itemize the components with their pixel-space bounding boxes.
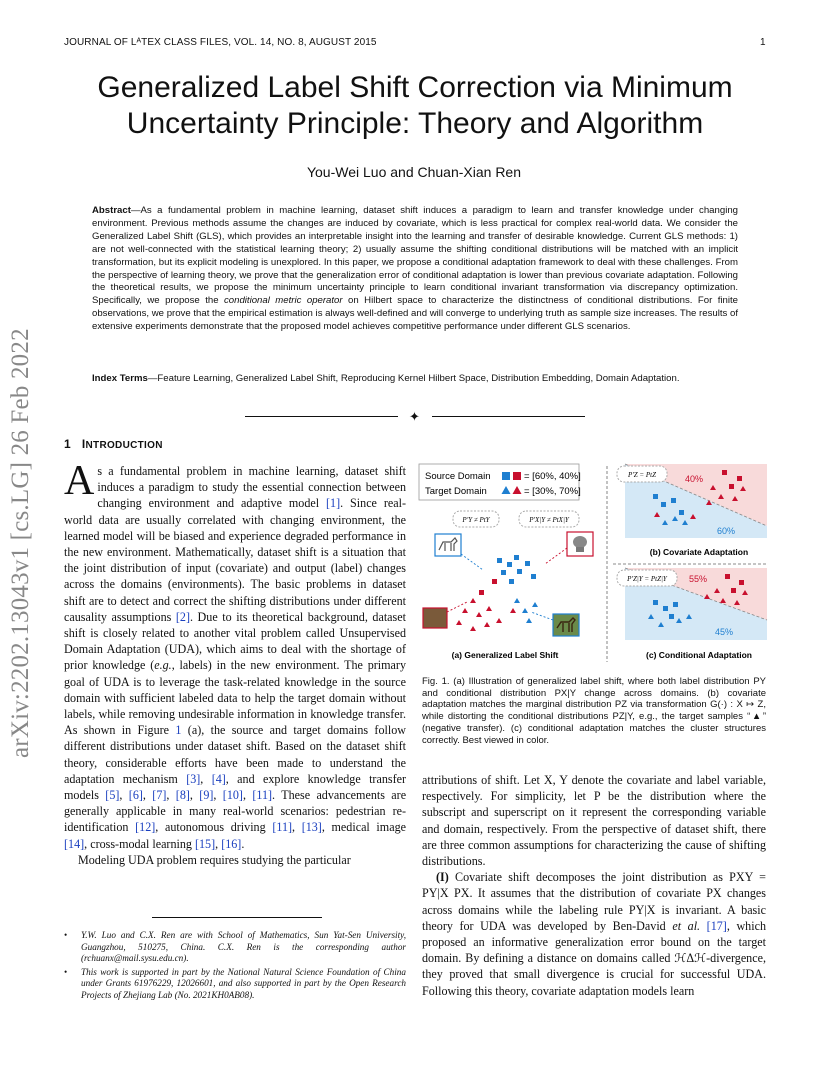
section-heading <box>64 437 163 451</box>
assumption-label: (I) <box>436 870 449 885</box>
panel-b-label: (b) Covariate Adaptation <box>649 547 749 557</box>
footnote-2: • This work is supported in part by the National Natural Science Foundation of China under Grants 61976229, 12026601, and also supported in part by the Open Research Projects of Zhejiang Lab (No. 2021KH0AB08). <box>64 967 406 1002</box>
citation-link[interactable]: [4] <box>211 771 226 786</box>
text-run: Covariate shift decomposes the joint distribution as PXY = PY|X PX. It assumes that the distribution of covariate PX changes across domains while the labeling rule PY|X is invariant. A basic theory for UDA was developed by Ben-David <box>422 870 766 933</box>
figure-caption: Fig. 1. (a) Illustration of generalized label shift, where both label distribution PY and conditional distribution PX|Y change across domains. (b) covariate adaptation matches the marginal distribution PZ via transformation G(·) : X ↦ Z, while distorting the conditional distributions PZ|Y, e.g., the target samples “▲” (negative transfer). (c) conditional adaptation matches the cluster structures correctly. Best viewed in color. <box>422 676 766 746</box>
text-run: (a), the source and target domains follow different distributions under dataset shift. Based on the dataset shift theory, considerable efforts have been made to understand the adaptation mechanism <box>64 723 406 786</box>
section-title-rest: NTRODUCTION <box>85 440 163 451</box>
abstract-text-2: on Hilbert space to characterize the distinctness of conditional distributions. For finite observations, we prove that the empirical estimation is always well-defined and will converge to underlying truth as sample size increases. The results of extensive experiments demonstrate that the proposed model achieves competitive performance under different GLS scenarios. <box>92 295 738 333</box>
eq-label-shift: P′Y ≠ PtY <box>462 516 490 524</box>
abstract <box>92 205 738 334</box>
intro-paragraph-2: Modeling UDA problem requires studying the particular <box>78 852 351 867</box>
panel-a-points <box>456 555 538 631</box>
text-run-italic: e.g. <box>154 658 172 673</box>
citation-link[interactable]: [16] <box>221 836 242 851</box>
index-terms-label: Index Terms <box>92 373 148 384</box>
panel-a-label: (a) Generalized Label Shift <box>451 650 559 660</box>
index-terms <box>92 373 738 386</box>
footnotes <box>64 930 406 1004</box>
text-run: , <box>200 771 212 786</box>
text-run: , which proposed an informative generalization error bound on the target domain. By defining a distance on domains called ℋΔℋ-divergence, they proved that small divergence is crucial for successful UDA. Following this theory, covariate adaptation models learn <box>422 918 766 998</box>
text-run: , medical image <box>321 820 406 835</box>
legend-source-label: Source Domain <box>425 471 491 482</box>
figure-link[interactable]: 1 <box>175 723 182 738</box>
citation-link[interactable]: [6] <box>128 788 143 803</box>
horse-sketch-image <box>435 534 461 556</box>
body-paragraph-2 <box>422 869 766 999</box>
panel-b-blue-percent: 60% <box>717 526 736 536</box>
diamond-ornament-icon: ✦ <box>409 409 420 424</box>
citation-link[interactable]: [13] <box>301 820 322 835</box>
legend-target-values: = [30%, 70%] <box>524 486 581 497</box>
citation-link[interactable]: [14] <box>64 836 85 851</box>
text-run: s a fundamental problem in machine learning, dataset shift induces a paradigm to study the essential connection between changing environment and adaptive model <box>97 464 406 511</box>
section-title-first: I <box>81 437 86 451</box>
drop-cap: A <box>64 458 95 504</box>
citation-link[interactable]: [15] <box>194 836 216 851</box>
text-run: , autonomous driving <box>155 820 273 835</box>
citation-link[interactable]: [3] <box>186 771 201 786</box>
section-divider <box>245 410 585 422</box>
text-run: . Due to its theoretical background, dataset shift is closely related to another vital problem called Unsupervised Domain Adaptation (UDA), which aims to deal with the shortage of prior knowledge ( <box>64 609 406 673</box>
text-run: . Since real-world data are usually correlated with changing environment, the learned model will be biased and experience degraded performance in the new environment. Mathematically, dataset shift is a situation that the joint distribution of input (covariate) and output (label) changes across the domains (environments). The basic problems in dataset shift are to detect and correct the shifting distributions under different causality assumptions <box>64 496 406 624</box>
eq-conditional-match: P′Z|Y = PtZ|Y <box>627 575 667 583</box>
abstract-italic: conditional metric operator <box>223 295 343 307</box>
citation-link[interactable]: [8] <box>175 788 190 803</box>
citation-link[interactable]: [11] <box>272 820 293 835</box>
figure-1 <box>417 462 769 666</box>
panel-c-blue-percent: 45% <box>715 627 734 637</box>
citation-link[interactable]: [1] <box>326 496 341 511</box>
citation-link[interactable]: [5] <box>105 788 120 803</box>
panel-c-label: (c) Conditional Adaptation <box>646 650 752 660</box>
legend-source-values: = [60%, 40%] <box>524 471 581 482</box>
authors: You-Wei Luo and Chuan-Xian Ren <box>306 164 522 180</box>
panel-c-red-percent: 55% <box>689 574 708 584</box>
footnote-1: • Y.W. Luo and C.X. Ren are with School of Mathematics, Sun Yat-Sen University, Guangzhou, 510275, China. C.X. Ren is the corresponding author (rchuanx@mail.sysu.edu.cn). <box>64 930 406 965</box>
text-run: . These advancements are generally applicable in many real-world scenarios: pedestrian re-identification <box>64 788 407 835</box>
abstract-text: —As a fundamental problem in machine learning, dataset shift induces a paradigm to learn and transfer knowledge under changing environment. Previous methods assume the changes are induced by covariate, which is less practical for complex real-world data. We consider the Generalized Label Shift (GLS), which provides an interpretable insight into the learning and transfer of desirable knowledge. Current GLS methods: 1) are not well-connected with the statistical learning theory; 2) usually assume the shifting conditional distributions will be matched with an implicit transformation, but its explicit modeling is unexplored. In this paper, we propose a conditional adaptation framework to deal with these challenges. From the perspective of learning theory, we prove that the generalization error of conditional adaptation is lower than previous covariate adaptation. Following the theoretical results, we propose the minimum uncertainty principle to learn conditional invariant transformation via discrepancy optimization. Specifically, we propose the <box>92 205 738 307</box>
journal-header: JOURNAL OF LᴬTEX CLASS FILES, VOL. 14, NO. 8, AUGUST 2015 <box>64 37 377 48</box>
body-column-right <box>422 772 766 999</box>
text-run-italic: et al. <box>672 918 701 933</box>
text-run <box>700 919 707 933</box>
text-run: , cross-modal learning <box>84 836 195 851</box>
horse-photo-image <box>553 614 579 636</box>
arxiv-stamp <box>6 290 46 760</box>
legend-target-label: Target Domain <box>425 486 487 497</box>
body-paragraph-1: attributions of shift. Let X, Y denote the covariate and label variable, respectively. For simplicity, let P be the distribution where the subscript and superscript on it represent the corresponding variable and domain, respectively. From the perspective of dataset shift, there are three common assumptions for characterizing the cause of shifting distributions. <box>422 773 766 869</box>
blue-square-icon <box>502 472 510 480</box>
text-run: , labels) in the new environment. The primary goal of UDA is to leverage the task-related knowledge in the source domain with sufficient labeled data to help the target domain without labels, while removing undesirable information in knowledge transfer. As shown in Figure <box>64 658 406 738</box>
intro-paragraph-1: As a fundamental problem in machine learning, dataset shift induces a paradigm to study the essential connection between changing environment and adaptive model [1]. Since real-world data are usually correlated with changing environment, the learned model will be biased and experience degraded performance in the new environment. Mathematically, dataset shift is a situation that the joint distribution of input (covariate) and output (label) changes across the domains (environments). The basic problems in dataset shift are to detect and correct the shifting distributions under different causality assumptions [2]. Due to its theoretical background, dataset shift is closely related to another vital problem called Unsupervised Domain Adaptation (UDA), which aims to deal with the shortage of prior knowledge (e.g., labels) in the new environment. The primary goal of UDA is to leverage the task-related knowledge in the source domain with sufficient labeled data to help the target domain without labels, while removing undesirable information in knowledge transfer. As shown in Figure 1 (a), the source and target domains follow different distributions under dataset shift. Based on the dataset shift theory, considerable efforts have been made to understand the adaptation mechanism [3], [4], and explore knowledge transfer models [5], [6], [7], [8], [9], [10], [11]. These advancements are generally applicable in many real-world scenarios: pedestrian re-identification [12], autonomous driving [11], [13], medical image [14], cross-modal learning [15], [16]. <box>64 458 407 851</box>
bookshelf-image <box>423 608 447 628</box>
citation-link[interactable]: [7] <box>152 788 167 803</box>
citation-link[interactable]: [9] <box>199 788 214 803</box>
abstract-label: Abstract <box>92 205 131 216</box>
body-column-left <box>64 458 407 868</box>
citation-link[interactable]: [10] <box>222 788 243 803</box>
index-terms-text: —Feature Learning, Generalized Label Shift, Reproducing Kernel Hilbert Space, Distribution Embedding, Domain Adaptation. <box>147 373 680 384</box>
section-number: 1 <box>64 437 71 451</box>
text-run: . <box>241 836 245 851</box>
arxiv-stamp-text: arXiv:2202.13043v1 [cs.LG] 26 Feb 2022 <box>7 328 34 758</box>
eq-covariate-match: P′Z = PtZ <box>627 471 657 479</box>
citation-link[interactable]: [12] <box>135 820 156 835</box>
citation-link[interactable]: [11] <box>252 788 273 803</box>
eq-conditional-shift: P′X|Y ≠ PtX|Y <box>529 516 569 524</box>
footnote-rule <box>152 917 322 918</box>
citation-link[interactable]: [17] <box>706 918 727 933</box>
citation-link[interactable]: [2] <box>175 609 190 624</box>
page-number: 1 <box>760 37 766 48</box>
panel-b-red-percent: 40% <box>685 474 704 484</box>
red-square-icon <box>513 472 521 480</box>
paper-title: Generalized Label Shift Correction via Minimum Uncertainty Principle: Theory and Algorithm <box>97 71 733 140</box>
text-run: , and explore knowledge transfer models <box>64 771 406 803</box>
